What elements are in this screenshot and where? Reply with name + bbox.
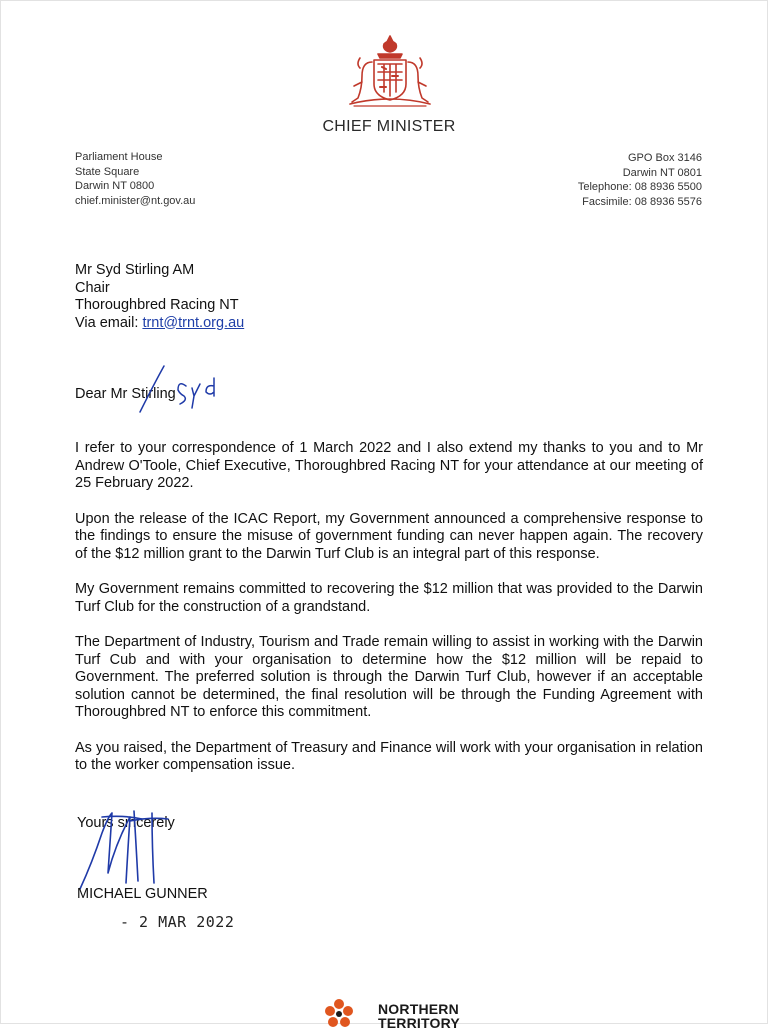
coat-of-arms-icon [340,32,440,108]
footer-brand-line1: NORTHERN [378,1001,459,1017]
closing: Yours sincerely [77,815,175,831]
signatory-name: MICHAEL GUNNER [77,886,208,902]
recipient-name: Mr Syd Stirling AM [75,262,195,278]
office-title: CHIEF MINISTER [322,118,456,135]
footer-brand [378,1002,460,1030]
address-line: Parliament House [75,151,163,163]
facsimile: Facsimile: 08 8936 5576 [582,195,702,208]
sender-address-right [578,151,702,209]
recipient-block [75,262,244,332]
letter-body [75,440,703,793]
body-paragraph: The Department of Industry, Tourism and Trade remain willing to assist in working with the Darwin Turf Cub and with your organisation to determine how the $12 million will be repaid to Government. The preferred solution is through the Darwin Turf Club, however if an acceptable solution cannot be determined, the final resolution will be through the Funding Agreement with Thoroughbred NT to enforce this commitment. [75,634,703,720]
body-paragraph: My Government remains committed to recovering the $12 million that was provided to the Darwin Turf Club for the construction of a grandstand. [75,581,703,615]
salutation: Dear Mr Stirling [75,386,176,402]
sender-address-left [75,150,195,208]
recipient-organisation: Thoroughbred Racing NT [75,297,239,313]
address-line: GPO Box 3146 [628,152,702,164]
address-line: State Square [75,165,140,178]
handwritten-signature-icon [72,803,182,898]
address-line: Darwin NT 0801 [622,166,702,179]
footer-brand-line2: TERRITORY [378,1015,460,1031]
recipient-email-line [75,315,244,333]
recipient-email-link[interactable]: trnt@trnt.org.au [142,314,245,331]
date-stamp: - 2 MAR 2022 [120,913,235,931]
recipient-title: Chair [75,279,110,296]
sender-email: chief.minister@nt.gov.au [75,194,196,207]
body-paragraph: As you raised, the Department of Treasury and Finance will work with your organisation in relation to the worker compensation issue. [75,739,703,773]
address-line: Darwin NT 0800 [75,180,155,192]
body-paragraph: Upon the release of the ICAC Report, my Government announced a comprehensive response to the findings to ensure the misuse of government funding can never happen again. The recovery of the $12 million grant to the Darwin Turf Club is an integral part of this response. [75,510,703,562]
email-prefix: Via email: [75,314,143,331]
telephone: Telephone: 08 8936 5500 [577,181,702,193]
body-paragraph: I refer to your correspondence of 1 March 2022 and I also extend my thanks to you and to Mr Andrew O'Toole, Chief Executive, Thoroughbred Racing NT for your attendance at our meeting of 25 February 2022. [75,440,703,491]
handwritten-syd-signature-icon [122,360,222,420]
